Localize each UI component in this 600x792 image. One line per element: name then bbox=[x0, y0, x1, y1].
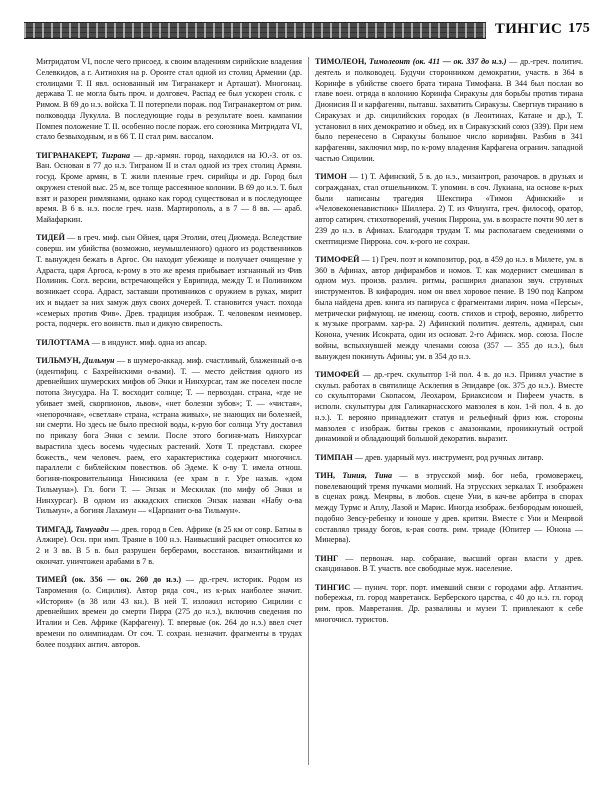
entry-headword: ТИДЕЙ bbox=[36, 233, 65, 243]
entry-text: — пунич. торг. порт. имевший связи с городами афр. Атлантич. побережья, гл. город мавретанск. Берберского царства, с 40 до н.э. гл. город рим. пров. Мавретания. Др. развалины и музеи Т. привлекают к себе многочисл. туристов. bbox=[315, 582, 583, 624]
entry-variant-name: Тамугади bbox=[75, 524, 109, 534]
dictionary-entry bbox=[36, 525, 302, 568]
entry-headword: ТИМПАН bbox=[315, 452, 353, 462]
dictionary-entry bbox=[315, 554, 583, 576]
decorative-header-band bbox=[24, 22, 486, 39]
entry-text: — первонач. нар. собрание, высший орган власти у древ. скандинавов. В Т. участв. все свободные муж. население. bbox=[315, 553, 583, 574]
entry-headword: ТИМОФЕЙ bbox=[315, 369, 360, 379]
left-column bbox=[36, 57, 302, 768]
dictionary-entry bbox=[36, 575, 302, 650]
dictionary-entry bbox=[315, 583, 583, 626]
dictionary-entry bbox=[315, 57, 583, 165]
entry-headword: ТИГРАНАКЕРТ, bbox=[36, 150, 98, 160]
entry-text: — др.-греч. политич. деятель и полководец. Будучи сторонником демократии, участв. в 364 в Коринфе в убийстве своего брата тирана Тимофана. В 344 был послан во главе воен. отряда в колонию Коринфа Сиракузы для борьбы против тирана Дионисия II и карфагенян, пытавш. захватить Сиракузы. Свергнув тиранию в Сиракузах и др. сицилийских городах (в Леонтинах, Катане и др.), Т. установил в них демократию и объед. их в Сиракузский союз (339). При нем было перенесено в Сиракузы большое число коринфян. Разбив в 341 карфагенян, заключил мир, по к-рому владения Карфагена огранич. западной частью Сицилии. bbox=[315, 57, 583, 163]
entry-text: — в шумеро-аккад. миф. счастливый, блаженный о-в (идентифиц. с Бахрейнскими о-вами). Т. — место действия одного из древнейших шумерских мифов об Энки и Нинхурсаг, там же поселен после потопа Зиусудра. На Т. восходит солнце; Т. — первоздан. страна, «где не убивает змей, скорпионов, львов», «нет болезни зубов»; Т. — «чистая», «непорочная», «светлая» страна, «страна живых», не знающих ни болезней, ни смерти. Но здесь не было пресной воды, к-рую бог солнца Уту доставил по приказу бога Энки с земли. После этого богиня-мать Нинхурсаг вырастила здесь восемь чудесных растений. Хотя Т. представл. скорее божеств., чем человеч. раем, его характеристика содержит многочисл. параллели с библейским повествов. об Эдеме. К о-ву Т. имела отнош. богиня-покровительница Нинсикила (ее храм в г. Уре назыв. «дом Тильмуна»). Гл. боги Т. — Энзак и Мескилак (по мифу об Энки и Нинхурсаг). В одном из аккадских списков Энзак назван «Набу о-ва Тильмун», а богиня Лахамун — «Царпанит о-ва Тильмун». bbox=[36, 355, 302, 516]
entry-headword: ТИМГАД, bbox=[36, 524, 74, 534]
entry-headword: ТИЛЬМУН, bbox=[36, 355, 81, 365]
entry-text: — др.-армян. город, находился на Ю.-З. от оз. Ван. Основан в 77 до н.э. Тиграном II и стал одной из трех столиц Армян. госуд. Кроме армян, в Т. жили пленные греч. сирийцы и др. Город был окружен стеной выс. 25 м, все толще рассеянное колонии. В 69 до н.э. Т. был взят и разорен римлянами, однако как город существовал и в последующее время. В 6 в. н.э. после греч. назв. Мартирополь, а в 7 — 8 вв. — араб. Майафаркин. bbox=[36, 150, 302, 224]
running-head bbox=[492, 18, 590, 40]
entry-text: — 1) Греч. поэт и композитор, род. в 459 до н.э. в Милете, ум. в 360 в Афинах, автор дифирамбов и номов. Т. как модернист смешивал в одном муз. произв. различ. ритмы, расширил диапазон звуч. струнных инструментов. В кифародич. ном он ввел хоровое пение. В 190 под Капром была найдена древ. книга из папируса с фрагментами лирич. нома «Персы», метрически рифмующ. не имеющ. соотв. стихов и строф, верояно, либретто к музыке программ. хар-ра. 2) Афинский политич. деятель, адмирал, сын Конона, ученик Исократа, один из основат. 2-го Афинск. мор. союза. После войны, вспыхнувшей между членами союза (357 — 355 до н.э.), был вынужден покинуть Афины; ум. в 354 до н.э. bbox=[315, 254, 583, 361]
entry-headword: ТИНГИС bbox=[315, 582, 351, 592]
dictionary-entry bbox=[36, 356, 302, 517]
dictionary-entry bbox=[36, 151, 302, 226]
entry-variant-name: Тимолеонт (ок. 411 — ок. 337 до н.э.) bbox=[368, 57, 507, 66]
entry-headword: ТИНГ bbox=[315, 553, 339, 563]
dictionary-entry bbox=[315, 370, 583, 445]
dictionary-entry bbox=[36, 338, 302, 349]
running-head-title: ТИНГИС bbox=[494, 20, 563, 37]
entry-variant-name: Дильмун bbox=[83, 355, 115, 365]
entry-headword: ТИН, bbox=[315, 470, 336, 480]
dictionary-entry bbox=[315, 453, 583, 464]
entry-text: Митридатом VI, после чего присоед. к своим владениям сирийские владения Селевкидов, а г. Антиохия на р. Оронте стал одной из столиц Армении (др. столицами Т. II явл. основанный им Тигранакерт и Арташат). Многонац. держава Т. не могла быть проч. и долговеч. Распад ее был ускорен столк. с Римом. В 69 до н.э. войска Т. II потерпели пораж. под Тигранакертом от рим. полководца Лукулла. В последующие годы в результате воен. кампании Помпея положение Т. II. особенно после пораж. его союзника Митридата VI, стало безвыходным, и в 66 Т. II стал рим. вассалом. bbox=[36, 57, 302, 142]
entry-text: — в этрусской миф. бог неба, громовержец, повелевающий тремя пучками молний. На этрусских зеркалах Т. изображен в сценах рожд. Менрвы, в любов. сцене Уни, в кач-ве арбитра в спорах между Турмс и Аплу, Лазой и Марис. Иногда изображ. безбородым юношей, подобно Зевсу-ребенку и юноше у древ. критян. Вместе с Уни и Менрвой составлял триаду богов, к-рая соотв. рим. триаде (Юпитер — Юнона — Минерва). bbox=[315, 470, 583, 545]
entry-variant-name: Тиния, Тина bbox=[342, 470, 393, 480]
entry-headword: ТИМОФЕЙ bbox=[315, 254, 360, 264]
dictionary-entry bbox=[315, 172, 583, 247]
page-number: 175 bbox=[568, 21, 590, 36]
entry-text: — древ. город в Сев. Африке (в 25 км от совр. Батны в Алжире). Осн. при имп. Траяне в 100 н.э. Наивысший расцвет относится ко 2 и 3 вв. В 5 в. был разрушен берберами, восстанов. византийцами и окончат. уничтожен арабами в 7 в. bbox=[36, 524, 302, 566]
entry-text: — в индуист. миф. одна из апсар. bbox=[91, 337, 207, 347]
entry-text: — древ. ударный муз. инструмент, род ручных литавр. bbox=[354, 452, 544, 462]
right-column bbox=[315, 57, 583, 768]
entry-headword: ТИМОЛЕОН, bbox=[315, 57, 367, 66]
entry-headword: ТИМОН bbox=[315, 172, 347, 181]
entry-text: — др.-греч. скульптор 1-й пол. 4 в. до н.э. Принял участие в скульп. работах в святилище Асклепия в Эпидавре (ок. 375 до н.э.). Вместе со скульпторами Скопасом, Леохаром, Бриаксисом и Пифеем участв. в исполн. скульптуры для Галикарнасского мавзолея в кон. 1-й пол. 4 в. до н.э.). Т. верояно принадлежит статуя и рельефный фриз юж. стороны мавзолея с изображ. битвы греков с амазонками, проникнутый острой динамикой и обладающий большой декоратив. выразит. bbox=[315, 369, 583, 444]
dictionary-entry bbox=[36, 233, 302, 330]
entry-headword: ТИМЕЙ (ок. 356 — ок. 260 до н.э.) bbox=[36, 575, 182, 584]
entry-variant-name: Тиграна bbox=[101, 150, 131, 160]
entry-text: — в греч. миф. сын Ойнея, царя Этолии, отец Диомеда. Вследствие соверш. им убийства (возможно, неумышленного) одного из родственников Т. вынужден бежать в Аргос. Он находит убежище и получает очищение у Адраста, царя Аргоса, к-рому в это же время прибывает изгнанный из Фив Полиник. Согл. версии, встречающейся у Еврипида, между Т. и Полиником возникает ссора. Адраст, заставши противников с оружием в руках, мирит их и выдает за них замуж двух своих дочерей. Т. становится участ. похода «семерых против Фив». Древ. традиция изображ. Т. человеком неимовер. роста, подчерк. его воинств. пыл и дикую свирепость. bbox=[36, 233, 302, 329]
entry-text: — 1) Т. Афинский, 5 в. до н.э., мизантроп, разочаров. в друзьях и согражданах, стал отшельником. Т. упомин. в соч. Лукиана, на основе к-рых были написаны трагедия Шекспира «Тимон Афинский» и «Человеконенавистник» Шиллера. 2) Т. из Флиунта, греч. философ, оратор, автор сатирич. стихотворений, ученик Пиррона, ум. в возрасте почти 90 лет в 239 до н.э. в Афинах. Благодаря трудам Т. мы располагаем сведениями о скептицизме Пиррона. соч. к-рого не сохран. bbox=[315, 172, 583, 246]
dictionary-entry bbox=[315, 255, 583, 363]
column-divider bbox=[308, 57, 309, 765]
entry-headword: ТИЛОТТАМА bbox=[36, 337, 90, 347]
dictionary-entry bbox=[315, 471, 583, 546]
dictionary-entry bbox=[36, 57, 302, 143]
entry-text: — др.-греч. историк. Родом из Тавромения (о. Сицилия). Автор ряда соч., из к-рых наиболее значит. «История» (в 38 или 43 кн.). В ней Т. изложил историю Сицилии с древнейших времен до смерти Пирра (275 до н.э.), включив сведения по Италии и Сев. Африке (Карфагену). Т. впервые (ок. 264 до н.э.) ввел счет времени по олимпиадам. От соч. Т. сохран. незначит. фрагменты в трудах более поздних антич. авторов. bbox=[36, 575, 302, 649]
